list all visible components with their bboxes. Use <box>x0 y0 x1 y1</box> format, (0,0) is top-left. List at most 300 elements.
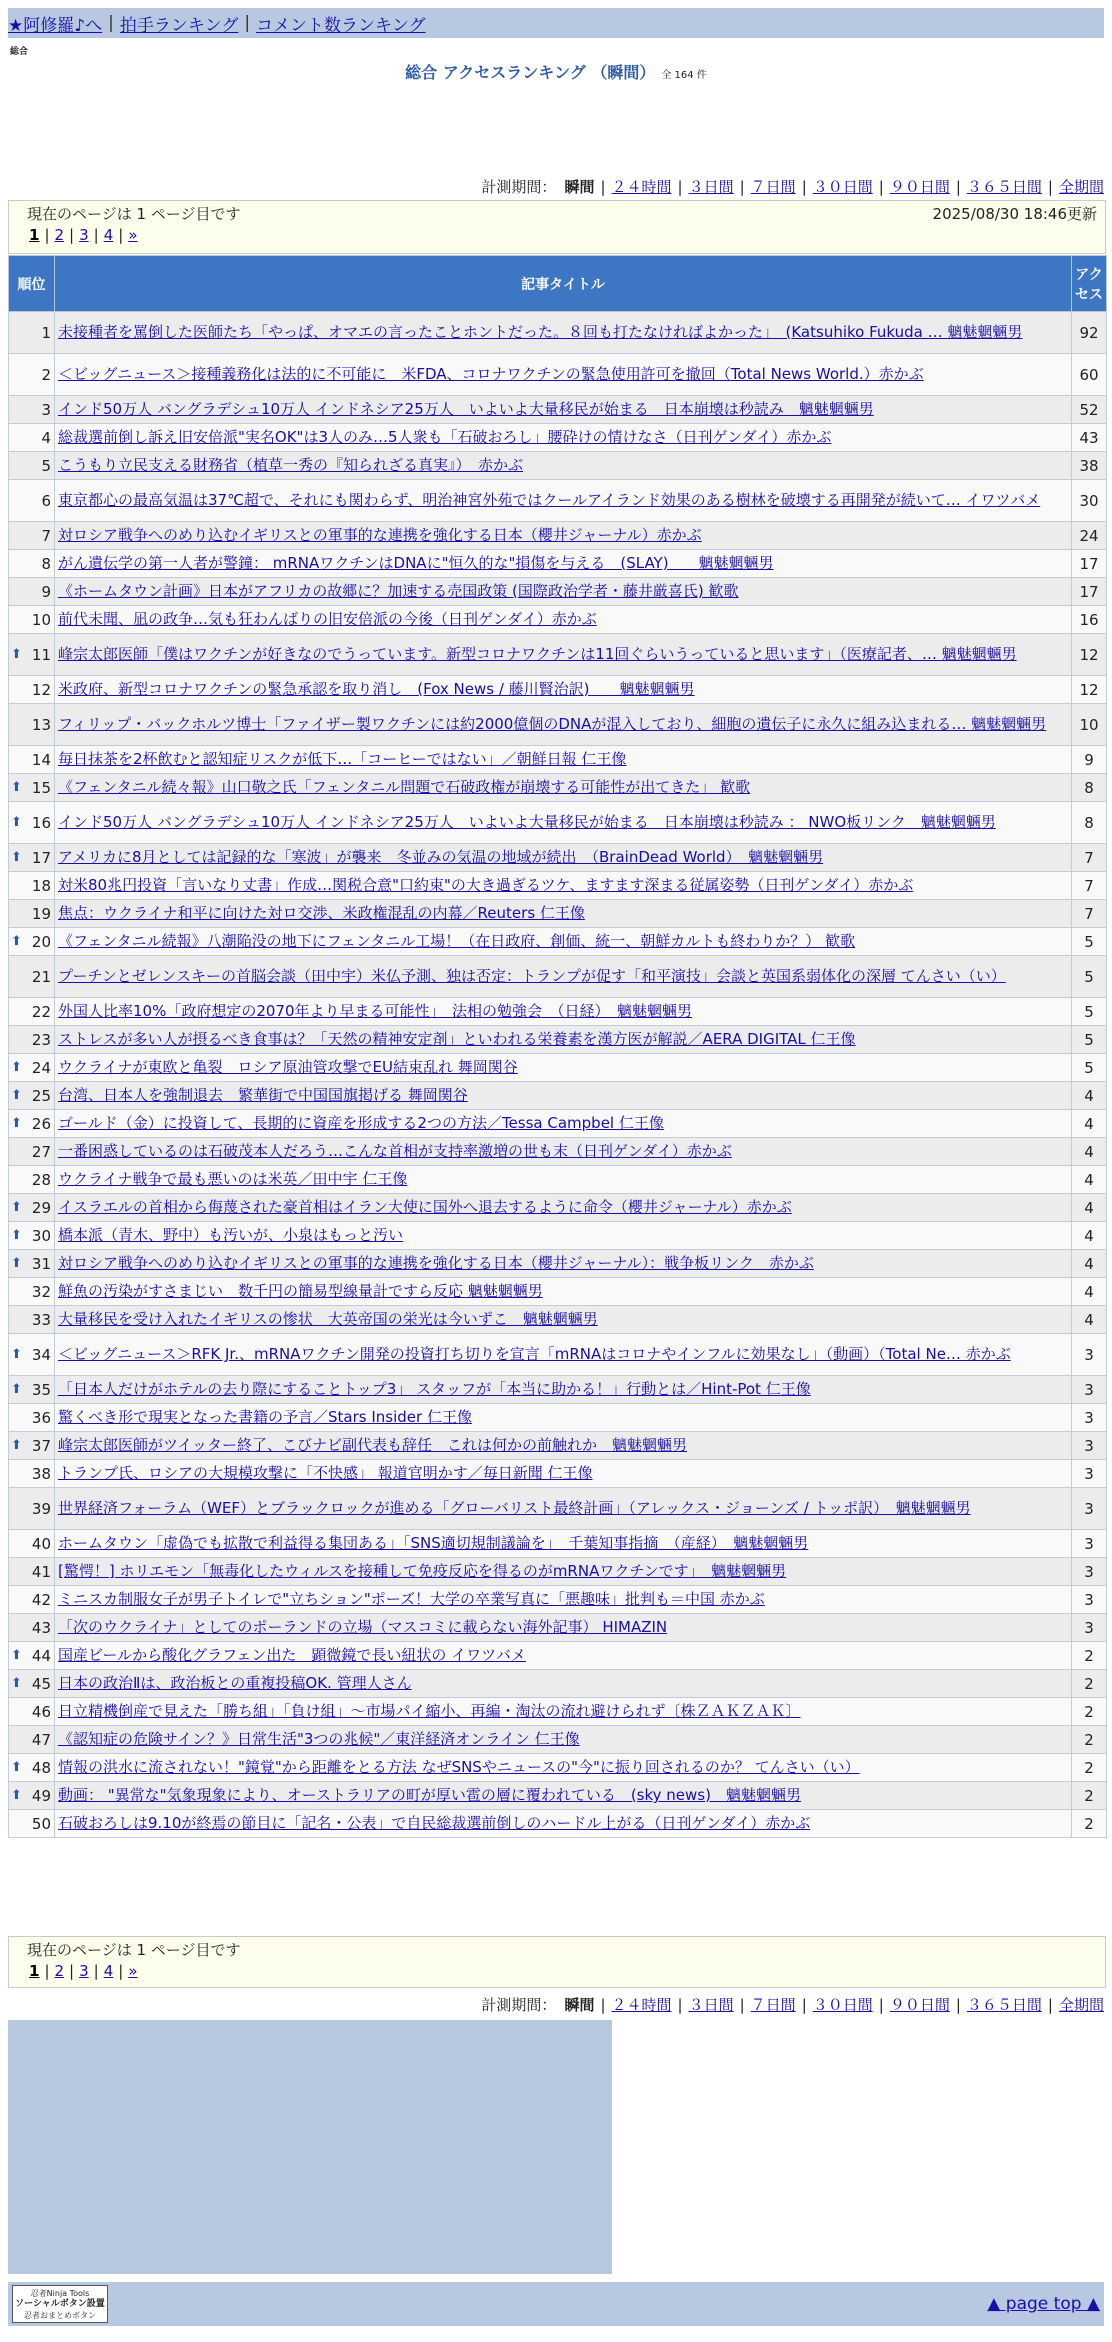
article-title-link[interactable]: 外国人比率10%「政府想定の2070年より早まる可能性」 法相の勉強会 （日経） 魑魅魍魎男 <box>58 1002 693 1020</box>
article-title-link[interactable]: 峰宗太郎医師がツイッター終了、こびナビ副代表も辞任 これは何かの前触れか 魑魅魍魎男 <box>58 1436 687 1454</box>
title-cell <box>55 606 1072 634</box>
rank-up-arrow-icon: ⬆ <box>11 1199 22 1215</box>
category-label: 総合 <box>10 47 29 57</box>
table-row <box>9 928 1107 956</box>
article-title-link[interactable]: ミニスカ制服女子が男子トイレで"立ちション"ポーズ！大学の卒業写真に「悪趣味」批判も＝中国 赤かぶ <box>58 1590 765 1608</box>
rank-cell <box>9 1194 55 1222</box>
rank-up-arrow-icon: ⬆ <box>11 1255 22 1271</box>
access-count: 5 <box>1072 928 1107 956</box>
page-separator: | <box>69 226 75 244</box>
article-title-link[interactable]: イスラエルの首相から侮蔑された豪首相はイラン大使に国外へ退去するように命令（櫻井ジャーナル）赤かぶ <box>58 1198 792 1216</box>
access-count: 3 <box>1072 1334 1107 1376</box>
title-cell <box>55 1082 1072 1110</box>
access-count: 5 <box>1072 956 1107 998</box>
access-count: 30 <box>1072 480 1107 522</box>
access-count: 52 <box>1072 396 1107 424</box>
page-separator: | <box>93 226 99 244</box>
table-row <box>9 1460 1107 1488</box>
rank-number: 44 <box>31 1646 51 1665</box>
article-title-link[interactable]: インド50万人 バングラデシュ10万人 インドネシア25万人 いよいよ大量移民が始まる 日本崩壊は秒読み ： NWO板リンク 魑魅魍魎男 <box>58 813 996 831</box>
title-cell <box>55 746 1072 774</box>
rank-cell <box>9 1642 55 1670</box>
table-row <box>9 1810 1107 1838</box>
article-title-link[interactable]: 日本の政治Ⅱは、政治板との重複投稿OK. 管理人さん <box>58 1674 412 1692</box>
article-title-link[interactable]: 峰宗太郎医師「僕はワクチンが好きなのでうっています。新型コロナワクチンは11回ぐらいうっていると思います」（医療記者、… 魑魅魍魎男 <box>58 645 1017 663</box>
article-title-link[interactable]: ゴールド（金）に投資して、長期的に資産を形成する2つの方法／Tessa Campbel 仁王像 <box>58 1114 664 1132</box>
access-count: 3 <box>1072 1614 1107 1642</box>
next-page-link[interactable]: » <box>128 1962 138 1980</box>
table-row <box>9 844 1107 872</box>
rank-number: 18 <box>31 876 51 895</box>
rank-number: 12 <box>31 680 51 699</box>
title-cell <box>55 1642 1072 1670</box>
page-link[interactable]: 3 <box>79 226 89 244</box>
rank-number: 19 <box>31 904 51 923</box>
rank-cell <box>9 1306 55 1334</box>
article-title-link[interactable]: ストレスが多い人が摂るべき食事は？「天然の精神安定剤」といわれる栄養素を漢方医が解説／AERA DIGITAL 仁王像 <box>58 1030 856 1048</box>
rank-number: 45 <box>31 1674 51 1693</box>
rank-cell <box>9 704 55 746</box>
period-link[interactable]: ７日間 <box>750 178 796 196</box>
title-cell <box>55 802 1072 844</box>
updated-timestamp: 2025/08/30 18:46更新 <box>932 205 1097 223</box>
article-title-link[interactable]: 《ホームタウン計画》日本がアフリカの故郷に？加速する売国政策 (国際政治学者・藤井厳喜氏) 歓歌 <box>58 582 739 600</box>
rank-up-arrow-icon: ⬆ <box>11 779 22 795</box>
title-cell <box>55 1558 1072 1586</box>
article-title-link[interactable]: 米政府、新型コロナワクチンの緊急承認を取り消し (Fox News / 藤川賢治訳) 魑魅魍魎男 <box>58 680 695 698</box>
page-link[interactable]: 2 <box>54 1962 65 1980</box>
article-title-link[interactable]: ウクライナ戦争で最も悪いのは米英／田中宇 仁王像 <box>58 1170 408 1188</box>
access-count: 3 <box>1072 1460 1107 1488</box>
page-separator: | <box>118 1962 124 1980</box>
period-separator: | <box>739 1995 745 2014</box>
access-count: 60 <box>1072 354 1107 396</box>
table-row <box>9 1194 1107 1222</box>
table-row <box>9 1054 1107 1082</box>
article-title-link[interactable]: 対米80兆円投資「言いなり丈書」作成…関税合意"口約束"の大き過ぎるツケ、ますます深まる従属姿勢（日刊ゲンダイ）赤かぶ <box>58 876 914 894</box>
period-separator: | <box>878 177 884 196</box>
article-title-link[interactable]: 一番困惑しているのは石破茂本人だろう…こんな首相が支持率激増の世も末（日刊ゲンダイ）赤かぶ <box>58 1142 732 1160</box>
title-cell <box>55 522 1072 550</box>
table-row <box>9 424 1107 452</box>
table-row <box>9 1586 1107 1614</box>
period-link[interactable]: ３０日間 <box>812 1996 873 2014</box>
article-title-link[interactable]: 対ロシア戦争へのめり込むイギリスとの軍事的な連携を強化する日本（櫻井ジャーナル）：戦争板リンク 赤かぶ <box>58 1254 814 1272</box>
access-count: 4 <box>1072 1110 1107 1138</box>
table-row <box>9 634 1107 676</box>
period-separator: | <box>955 177 961 196</box>
table-row <box>9 480 1107 522</box>
access-count: 2 <box>1072 1642 1107 1670</box>
article-title-link[interactable]: 未接種者を罵倒した医師たち「やっぱ、オマエの言ったことホントだった。８回も打たなければよかった」 (Katsuhiko Fukuda … 魑魅魍魎男 <box>58 323 1023 341</box>
table-row <box>9 1782 1107 1810</box>
rank-number: 17 <box>31 848 51 867</box>
article-title-link[interactable]: 総裁選前倒し訴え旧安倍派"実名OK"は3人のみ…5人衆も「石破おろし」腰砕けの情けなさ（日刊ゲンダイ）赤かぶ <box>58 428 832 446</box>
rank-cell <box>9 872 55 900</box>
period-link[interactable]: ３６５日間 <box>966 1996 1042 2014</box>
title-cell <box>55 928 1072 956</box>
period-link[interactable]: ９０日間 <box>889 178 950 196</box>
table-row <box>9 1558 1107 1586</box>
title-cell <box>55 1726 1072 1754</box>
rank-cell <box>9 1670 55 1698</box>
rank-number: 29 <box>31 1198 51 1217</box>
ninja-matome-label: 忍者おまとめボタン <box>24 2310 96 2320</box>
page-separator: | <box>118 226 124 244</box>
period-link[interactable]: ３０日間 <box>812 178 873 196</box>
article-title-link[interactable]: 国産ビールから酸化グラフェン出た 顕微鏡で長い紐状の イワツバメ <box>58 1646 526 1664</box>
rank-cell <box>9 1810 55 1838</box>
rank-cell <box>9 746 55 774</box>
rank-cell <box>9 1754 55 1782</box>
access-count: 16 <box>1072 606 1107 634</box>
rank-cell <box>9 1726 55 1754</box>
rank-number: 4 <box>41 428 51 447</box>
rank-number: 31 <box>31 1254 51 1273</box>
access-count: 38 <box>1072 452 1107 480</box>
access-count: 4 <box>1072 1278 1107 1306</box>
rank-cell <box>9 1614 55 1642</box>
rank-number: 43 <box>31 1618 51 1637</box>
period-separator: | <box>801 177 807 196</box>
period-link[interactable]: 全期間 <box>1058 1996 1104 2014</box>
home-link[interactable]: ★阿修羅♪へ <box>8 15 103 36</box>
article-title-link[interactable]: プーチンとゼレンスキーの首脳会談（田中宇）米仏予測、独は否定：トランプが促す「和平演技」会談と英国系弱体化の深層 てんさい（い） <box>58 967 1006 985</box>
period-link[interactable]: ３日間 <box>688 178 734 196</box>
article-title-link[interactable]: トランプ氏、ロシアの大規模攻撃に「不快感」 報道官明かす／毎日新聞 仁王像 <box>58 1464 593 1482</box>
current-page-text: 現在のページは 1 ページ目です <box>27 1941 241 1959</box>
rank-cell <box>9 1334 55 1376</box>
access-count: 9 <box>1072 746 1107 774</box>
article-title-link[interactable]: フィリップ・バックホルツ博士「ファイザー製ワクチンには約2000億個のDNAが混入しており、細胞の遺伝子に永久に組み込まれる… 魑魅魍魎男 <box>58 715 1047 733</box>
article-title-link[interactable]: ホームタウン「虚偽でも拡散で利益得る集団ある」「SNS適切規制議論を」 千葉知事指摘 （産経） 魑魅魍魎男 <box>58 1534 809 1552</box>
article-title-link[interactable]: 「次のウクライナ」としてのポーランドの立場（マスコミに載らない海外記事） HIMAZIN <box>58 1618 668 1636</box>
rank-cell <box>9 578 55 606</box>
title-cell <box>55 1194 1072 1222</box>
access-count: 4 <box>1072 1166 1107 1194</box>
article-title-link[interactable]: 石破おろしは9.10が終焉の節目に「記名・公表」で自民総裁選前倒しのハードル上がる（日刊ゲンダイ）赤かぶ <box>58 1814 811 1832</box>
title-cell <box>55 1250 1072 1278</box>
pagination-links <box>9 1960 1105 1984</box>
rank-number: 33 <box>31 1310 51 1329</box>
article-title-link[interactable]: 日立精機倒産で見えた「勝ち組」「負け組」〜市場パイ縮小、再編・淘汰の流れ避けられず〔株ＺＡＫＺＡＫ〕 <box>58 1702 801 1720</box>
title-cell <box>55 900 1072 928</box>
access-count: 8 <box>1072 774 1107 802</box>
rank-number: 21 <box>31 967 51 986</box>
rank-cell <box>9 928 55 956</box>
rank-number: 11 <box>31 645 51 664</box>
rank-up-arrow-icon: ⬆ <box>11 1437 22 1453</box>
access-count: 2 <box>1072 1782 1107 1810</box>
rank-cell <box>9 774 55 802</box>
rank-number: 38 <box>31 1464 51 1483</box>
article-title-link[interactable]: 世界経済フォーラム（WEF）とブラックロックが進める「グローバリスト最終計画」（アレックス・ジョーンズ / トッポ訳） 魑魅魍魎男 <box>58 1499 971 1517</box>
rank-cell <box>9 900 55 928</box>
title-cell <box>55 774 1072 802</box>
period-link[interactable]: ９０日間 <box>889 1996 950 2014</box>
table-row <box>9 1334 1107 1376</box>
access-count: 2 <box>1072 1810 1107 1838</box>
article-title-link[interactable]: 橋本派（青木、野中）も汚いが、小泉はもっと汚い <box>58 1226 404 1244</box>
table-row <box>9 1432 1107 1460</box>
period-selector-bottom <box>481 1994 1104 2015</box>
rank-up-arrow-icon: ⬆ <box>11 849 22 865</box>
period-link[interactable]: ３６５日間 <box>966 178 1042 196</box>
table-row <box>9 1138 1107 1166</box>
article-title-link[interactable]: インド50万人 バングラデシュ10万人 インドネシア25万人 いよいよ大量移民が始まる 日本崩壊は秒読み 魑魅魍魎男 <box>58 400 874 418</box>
rank-number: 26 <box>31 1114 51 1133</box>
title-cell <box>55 1334 1072 1376</box>
title-cell <box>55 1110 1072 1138</box>
ninja-social-button[interactable] <box>12 2285 108 2323</box>
page-link[interactable]: 2 <box>54 226 65 244</box>
article-title-link[interactable]: アメリカに8月としては記録的な「寒波」が襲来 冬並みの気温の地域が続出 （BrainDead World） 魑魅魍魎男 <box>58 848 824 866</box>
page-link[interactable]: 3 <box>79 1962 89 1980</box>
next-page-link[interactable]: » <box>128 226 138 244</box>
table-row <box>9 1222 1107 1250</box>
rank-cell <box>9 998 55 1026</box>
rank-number: 34 <box>31 1345 51 1364</box>
table-row <box>9 774 1107 802</box>
rank-cell <box>9 1376 55 1404</box>
table-row <box>9 704 1107 746</box>
rank-cell <box>9 1586 55 1614</box>
article-title-link[interactable]: 驚くべき形で現実となった書籍の予言／Stars Insider 仁王像 <box>58 1408 472 1426</box>
page-link[interactable]: 4 <box>103 1962 114 1980</box>
table-row <box>9 1166 1107 1194</box>
rank-number: 35 <box>31 1380 51 1399</box>
title-cell <box>55 1586 1072 1614</box>
period-link[interactable]: ７日間 <box>750 1996 796 2014</box>
access-count: 92 <box>1072 312 1107 354</box>
access-count: 3 <box>1072 1488 1107 1530</box>
access-count: 3 <box>1072 1586 1107 1614</box>
rank-cell <box>9 1278 55 1306</box>
article-title-link[interactable]: 情報の洪水に流されない！"鏡覚"から距離をとる方法 なぜSNSやニュースの"今"に振り回されるのか？ てんさい（い） <box>58 1758 860 1776</box>
article-title-link[interactable]: がん遺伝学の第一人者が警鐘： mRNAワクチンはDNAに"恒久的な"損傷を与える (SLAY) 魑魅魍魎男 <box>58 554 774 572</box>
table-row <box>9 900 1107 928</box>
article-title-link[interactable]: 鮮魚の汚染がすさまじい 数千円の簡易型線量計ですら反応 魑魅魍魎男 <box>58 1282 543 1300</box>
article-title-link[interactable]: [驚愕！] ホリエモン「無毒化したウィルスを接種して免疫反応を得るのがmRNAワクチンです」 魑魅魍魎男 <box>58 1562 787 1580</box>
table-row <box>9 872 1107 900</box>
title-cell <box>55 704 1072 746</box>
rank-number: 39 <box>31 1499 51 1518</box>
rank-cell <box>9 1138 55 1166</box>
table-row <box>9 312 1107 354</box>
page-link[interactable]: 4 <box>103 226 114 244</box>
page-title: 総合 アクセスランキング （瞬間） <box>405 63 656 82</box>
table-row <box>9 1614 1107 1642</box>
rank-cell <box>9 802 55 844</box>
access-count: 4 <box>1072 1306 1107 1334</box>
rank-up-arrow-icon: ⬆ <box>11 1381 22 1397</box>
rank-cell <box>9 312 55 354</box>
rank-number: 13 <box>31 715 51 734</box>
title-cell <box>55 676 1072 704</box>
table-row <box>9 452 1107 480</box>
access-count: 5 <box>1072 1026 1107 1054</box>
applause-ranking-link[interactable]: 拍手ランキング <box>119 15 239 36</box>
page-separator: | <box>44 1962 50 1980</box>
title-cell <box>55 1138 1072 1166</box>
article-title-link[interactable]: 「日本人だけがホテルの去り際にすることトップ3」 スタッフが「本当に助かる！」行動とは／Hint-Pot 仁王像 <box>58 1380 811 1398</box>
article-title-link[interactable]: 対ロシア戦争へのめり込むイギリスとの軍事的な連携を強化する日本（櫻井ジャーナル）赤かぶ <box>58 526 702 544</box>
period-separator: | <box>739 177 745 196</box>
social-button-label: ソーシャルボタン設置 <box>15 2298 105 2309</box>
table-row <box>9 1670 1107 1698</box>
rank-cell <box>9 1054 55 1082</box>
access-count: 4 <box>1072 1082 1107 1110</box>
rank-number: 20 <box>31 932 51 951</box>
period-separator: | <box>878 1995 884 2014</box>
total-count: 全 164 件 <box>661 70 707 81</box>
table-row <box>9 1110 1107 1138</box>
table-row <box>9 1530 1107 1558</box>
rank-number: 42 <box>31 1590 51 1609</box>
rank-up-arrow-icon: ⬆ <box>11 1059 22 1075</box>
article-title-link[interactable]: 動画： "異常な"気象現象により、オーストラリアの町が厚い雹の層に覆われている (sky news) 魑魅魍魎男 <box>58 1786 801 1804</box>
rank-up-arrow-icon: ⬆ <box>11 1115 22 1131</box>
period-separator: | <box>1047 1995 1053 2014</box>
title-cell <box>55 480 1072 522</box>
ninja-tools-label: 忍者Ninja Tools <box>30 2288 90 2298</box>
rank-cell <box>9 1558 55 1586</box>
rank-number: 49 <box>31 1786 51 1805</box>
title-cell <box>55 1614 1072 1642</box>
rank-up-arrow-icon: ⬆ <box>11 1227 22 1243</box>
article-title-link[interactable]: ＜ビッグニュース＞RFK Jr.、mRNAワクチン開発の投資打ち切りを宣言「mRNAはコロナやインフルに効果なし」（動画）（Total Ne… 赤かぶ <box>58 1345 1011 1363</box>
rank-up-arrow-icon: ⬆ <box>11 933 22 949</box>
rank-cell <box>9 1250 55 1278</box>
pager-top <box>8 200 1106 254</box>
table-row <box>9 1026 1107 1054</box>
article-title-link[interactable]: 焦点：ウクライナ和平に向けた対ロ交渉、米政権混乱の内幕／Reuters 仁王像 <box>58 904 585 922</box>
period-label: 計測期間： <box>481 1996 557 2014</box>
rank-number: 7 <box>41 526 51 545</box>
article-title-link[interactable]: 毎日抹茶を2杯飲むと認知症リスクが低下…「コーヒーではない」／朝鮮日報 仁王像 <box>58 750 627 768</box>
table-row <box>9 1082 1107 1110</box>
rank-column-header: 順位 <box>9 256 55 312</box>
rank-number: 46 <box>31 1702 51 1721</box>
access-count: 3 <box>1072 1530 1107 1558</box>
title-cell <box>55 578 1072 606</box>
period-link[interactable]: 全期間 <box>1058 178 1104 196</box>
current-page-text: 現在のページは 1 ページ目です <box>27 205 241 223</box>
article-title-link[interactable]: ＜ビッグニュース＞接種義務化は法的に不可能に 米FDA、コロナワクチンの緊急使用許可を撤回（Total News World.）赤かぶ <box>58 365 924 383</box>
period-separator: | <box>1047 177 1053 196</box>
title-cell <box>55 1054 1072 1082</box>
access-count: 3 <box>1072 1432 1107 1460</box>
access-count: 5 <box>1072 1054 1107 1082</box>
period-link[interactable]: ２４時間 <box>611 1996 672 2014</box>
rank-up-arrow-icon: ⬆ <box>11 814 22 830</box>
rank-cell <box>9 522 55 550</box>
rank-number: 28 <box>31 1170 51 1189</box>
table-row <box>9 1404 1107 1432</box>
nav-separator: | <box>108 13 114 33</box>
period-separator: | <box>677 177 683 196</box>
article-title-link[interactable]: ウクライナが東欧と亀裂 ロシア原油管攻撃でEU結束乱れ 舞岡関谷 <box>58 1058 518 1076</box>
period-separator: | <box>801 1995 807 2014</box>
period-separator: | <box>677 1995 683 2014</box>
ranking-title-block <box>0 60 1112 83</box>
rank-cell <box>9 396 55 424</box>
rank-number: 1 <box>41 323 51 342</box>
article-title-link[interactable]: 大量移民を受け入れたイギリスの惨状 大英帝国の栄光は今いずこ 魑魅魍魎男 <box>58 1310 598 1328</box>
rank-number: 32 <box>31 1282 51 1301</box>
rank-cell <box>9 1082 55 1110</box>
access-column-header: アクセス <box>1072 256 1107 312</box>
page-separator: | <box>44 226 50 244</box>
access-count: 2 <box>1072 1754 1107 1782</box>
table-row <box>9 1278 1107 1306</box>
table-row <box>9 802 1107 844</box>
article-title-link[interactable]: 《認知症の危険サイン？》日常生活"3つの兆候"／東洋経済オンライン 仁王像 <box>58 1730 580 1748</box>
title-cell <box>55 452 1072 480</box>
rank-number: 47 <box>31 1730 51 1749</box>
rank-number: 15 <box>31 778 51 797</box>
title-cell <box>55 550 1072 578</box>
rank-cell <box>9 676 55 704</box>
title-cell <box>55 312 1072 354</box>
page-separator: | <box>93 1962 99 1980</box>
article-title-link[interactable]: 前代未聞、凪の政争…気も狂わんばりの旧安倍派の今後（日刊ゲンダイ）赤かぶ <box>58 610 597 628</box>
page-current: 1 <box>29 1962 40 1980</box>
table-row <box>9 1754 1107 1782</box>
article-title-link[interactable]: 台湾、日本人を強制退去 繁華街で中国国旗掲げる 舞岡関谷 <box>58 1086 468 1104</box>
rank-cell <box>9 1222 55 1250</box>
period-separator: | <box>955 1995 961 2014</box>
rank-cell <box>9 354 55 396</box>
rank-number: 24 <box>31 1058 51 1077</box>
rank-number: 3 <box>41 400 51 419</box>
table-row <box>9 1642 1107 1670</box>
access-count: 7 <box>1072 844 1107 872</box>
page-top-link[interactable]: ▲ page top ▲ <box>987 2294 1100 2314</box>
table-row <box>9 396 1107 424</box>
access-count: 5 <box>1072 998 1107 1026</box>
title-cell <box>55 1530 1072 1558</box>
table-row <box>9 1698 1107 1726</box>
period-link[interactable]: ２４時間 <box>611 178 672 196</box>
table-row <box>9 354 1107 396</box>
article-title-link[interactable]: 《フェンタニル続々報》山口敬之氏「フェンタニル問題で石破政権が崩壊する可能性が出てきた」 歓歌 <box>58 778 751 796</box>
title-cell <box>55 396 1072 424</box>
rank-cell <box>9 1698 55 1726</box>
article-title-link[interactable]: こうもり立民支える財務省（植草一秀の『知られざる真実』） 赤かぶ <box>58 456 524 474</box>
article-title-link[interactable]: 東京都心の最高気温は37℃超で、それにも関わらず、明治神宮外苑ではクールアイランド効果のある樹林を破壊する再開発が続いて… イワツバメ <box>58 491 1041 509</box>
rank-number: 22 <box>31 1002 51 1021</box>
rank-number: 16 <box>31 813 51 832</box>
rank-up-arrow-icon: ⬆ <box>11 1675 22 1691</box>
article-title-link[interactable]: 《フェンタニル続報》八潮陥没の地下にフェンタニル工場！（在日政府、創価、統一、朝鮮カルトも終わりか？） 歓歌 <box>58 932 856 950</box>
title-cell <box>55 1782 1072 1810</box>
rank-cell <box>9 480 55 522</box>
title-cell <box>55 1026 1072 1054</box>
access-count: 17 <box>1072 578 1107 606</box>
access-count: 12 <box>1072 634 1107 676</box>
table-row <box>9 606 1107 634</box>
title-cell <box>55 1278 1072 1306</box>
access-count: 4 <box>1072 1250 1107 1278</box>
rank-number: 23 <box>31 1030 51 1049</box>
table-row <box>9 550 1107 578</box>
period-link[interactable]: ３日間 <box>688 1996 734 2014</box>
title-cell <box>55 424 1072 452</box>
comment-ranking-link[interactable]: コメント数ランキング <box>256 15 426 36</box>
nav-separator: | <box>244 13 251 33</box>
page-current: 1 <box>29 226 40 244</box>
